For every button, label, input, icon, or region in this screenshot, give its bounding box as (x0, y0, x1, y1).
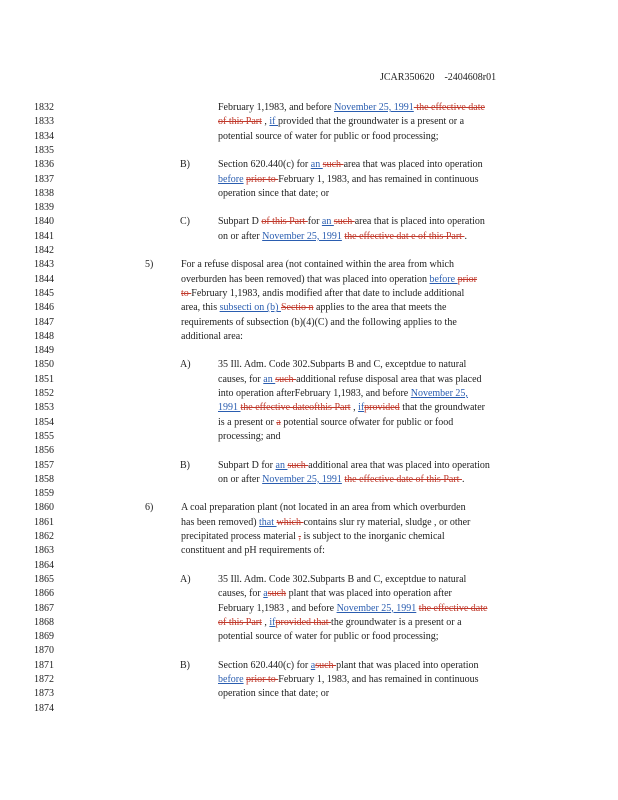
line-number: 1847 (34, 316, 54, 328)
deleted-text: the effective date (418, 602, 488, 614)
text-line (218, 230, 467, 244)
text-run: contains slur ry material, sludge , or other (303, 516, 471, 528)
deleted-text: Sectio n (280, 302, 314, 314)
line-number: 1872 (34, 674, 54, 685)
document-header: JCAR350620 -2404608r01 (380, 72, 497, 83)
deleted-text: to (181, 287, 192, 299)
text-run: for (307, 216, 322, 228)
text-run: processing; and (218, 430, 281, 442)
text-run: potential source ofwater for public or food (280, 416, 454, 428)
line-number: 1861 (34, 516, 54, 528)
text-run: A coal preparation plant (not located in an area from which overburden (181, 502, 466, 514)
line-number: 1863 (34, 545, 54, 557)
line-number: 1864 (34, 559, 54, 571)
inserted-text: 1991 (218, 402, 241, 414)
text-line (218, 401, 485, 415)
item-label: A) (180, 573, 191, 585)
line-number: 1854 (34, 416, 54, 428)
inserted-text: an (321, 216, 334, 228)
inserted-text: before (218, 173, 244, 185)
text-run: is subject to the inorganic chemical (300, 531, 445, 542)
deleted-text: , (298, 531, 301, 542)
deleted-text: the effective dateofthis Part (240, 402, 351, 414)
text-line (181, 301, 447, 315)
deleted-text: prior to (246, 674, 279, 685)
text-run: . (464, 230, 467, 242)
text-run: precipitated process material (181, 531, 299, 542)
text-run: potential source of water for public or food processing; (218, 130, 439, 142)
line-number: 1870 (34, 645, 54, 657)
line-number: 1846 (34, 302, 54, 314)
text-line (181, 258, 454, 272)
text-run: overburden has been removed) that was placed into operation (181, 273, 430, 285)
text-line (218, 187, 329, 201)
text-line (181, 501, 466, 515)
text-line (218, 616, 462, 630)
line-number: 1833 (34, 116, 54, 128)
item-label: B) (180, 159, 190, 171)
deleted-text: of this Part (261, 216, 308, 228)
text-line (218, 630, 439, 644)
line-number: 1852 (34, 388, 54, 399)
inserted-text: November 25, 1991 (262, 230, 342, 242)
text-run: constituent and pH requirements of: (181, 545, 325, 557)
text-line (181, 287, 464, 301)
text-line (218, 573, 466, 587)
line-number: 1857 (34, 459, 54, 471)
inserted-text: November 25, 1991 (336, 602, 417, 614)
inserted-text: that (259, 516, 277, 528)
text-line (218, 115, 464, 129)
item-label: A) (180, 359, 191, 371)
deleted-text: the effective date of this Part (344, 473, 462, 485)
text-run: Section 620.440(c) for (218, 659, 311, 671)
line-number: 1867 (34, 602, 54, 614)
text-run: plant that was placed into operation (336, 659, 479, 671)
text-run: provided that the groundwater is a present or a (278, 116, 465, 128)
deleted-text: the effective date (413, 102, 485, 113)
line-number: 1866 (34, 588, 54, 600)
line-number: 1832 (34, 102, 54, 113)
line-number: 1845 (34, 287, 54, 299)
line-number: 1834 (34, 130, 54, 142)
text-run: into operation afterFebruary 1,1983, and before (218, 388, 411, 399)
text-run: is a present or (218, 416, 277, 428)
text-run: potential source of water for public or food processing; (218, 631, 439, 643)
text-line (181, 316, 457, 330)
line-number: 1844 (34, 273, 54, 285)
text-run: February 1,1983, andis modified after that date to include additional (191, 287, 465, 299)
deleted-text: a (276, 416, 281, 428)
inserted-text: an (263, 373, 276, 385)
text-line (218, 358, 466, 372)
text-line (181, 330, 243, 344)
text-run: Subpart D (218, 216, 262, 228)
text-run: Subpart D for (218, 459, 276, 471)
text-run: February 1, 1983, and has remained in continuous (278, 674, 479, 685)
text-line (218, 602, 487, 616)
text-line (218, 430, 281, 444)
line-number: 1848 (34, 330, 54, 342)
inserted-text: if (269, 116, 278, 128)
text-line (218, 130, 439, 144)
deleted-text: provided (364, 402, 400, 414)
text-run: plant that was placed into operation after (286, 588, 452, 600)
line-number: 1835 (34, 144, 54, 156)
deleted-text: the effective dat e of this Part (344, 230, 465, 242)
text-line (218, 673, 479, 687)
text-line (218, 473, 464, 487)
text-line (218, 373, 482, 387)
text-line (218, 659, 479, 673)
text-run: that the groundwater (399, 402, 485, 414)
line-number: 1850 (34, 359, 54, 371)
text-run: area, this (181, 302, 220, 314)
text-line (181, 530, 445, 544)
inserted-text: a (263, 588, 268, 600)
line-number: 1865 (34, 573, 54, 585)
deleted-text: such (275, 373, 297, 385)
line-number: 1851 (34, 373, 54, 385)
text-run: area that is placed into operation (354, 216, 485, 228)
text-run: area that was placed into operation (343, 159, 483, 171)
text-run: operation since that date; or (218, 688, 330, 700)
deleted-text: such (322, 159, 344, 171)
text-line (218, 587, 452, 601)
line-number: 1869 (34, 631, 54, 643)
text-line (181, 516, 470, 530)
text-run: , (261, 616, 270, 628)
inserted-text: if (358, 402, 365, 414)
text-run: additional area: (181, 330, 243, 342)
line-number: 1856 (34, 445, 54, 457)
deleted-text: of this Part (218, 616, 262, 628)
text-run: additional refuse disposal area that was placed (296, 373, 482, 385)
line-number: 1841 (34, 230, 54, 242)
item-label: C) (180, 216, 190, 228)
line-number: 1842 (34, 245, 54, 256)
deleted-text: such (267, 588, 287, 600)
line-number: 1858 (34, 473, 54, 485)
text-line (218, 215, 485, 229)
line-number: 1838 (34, 187, 54, 199)
text-line (218, 101, 485, 115)
line-number: 1859 (34, 488, 54, 500)
deleted-text: such (333, 216, 355, 228)
deleted-text: of this Part (218, 116, 262, 128)
line-number: 1871 (34, 659, 54, 671)
inserted-text: before (218, 674, 244, 685)
line-number: 1837 (34, 173, 54, 185)
text-run: operation since that date; or (218, 187, 330, 199)
text-run: has been removed) (181, 516, 260, 528)
text-line (218, 459, 490, 473)
text-run: 35 Ill. Adm. Code 302.Subparts B and C, exceptdue to natural (218, 359, 467, 371)
line-number: 1849 (34, 345, 54, 357)
text-run: causes, for (218, 373, 264, 385)
inserted-text: an (275, 459, 288, 471)
text-run: February 1,1983, and before (218, 102, 335, 113)
inserted-text: before (429, 273, 458, 285)
item-label: 6) (145, 502, 154, 514)
deleted-text: such (315, 659, 337, 671)
text-line (181, 544, 325, 558)
inserted-text: November 25, 1991 (334, 102, 414, 113)
text-run: , (261, 116, 270, 128)
text-run: 35 Ill. Adm. Code 302.Subparts B and C, exceptdue to natural (218, 573, 467, 585)
item-label: 5) (145, 259, 154, 271)
item-label: B) (180, 659, 190, 671)
inserted-text: if (269, 616, 276, 628)
text-run: additional area that was placed into operation (308, 459, 490, 471)
deleted-text: such (287, 459, 309, 471)
deleted-text: prior to (246, 173, 279, 185)
text-run: For a refuse disposal area (not contained within the area from which (181, 259, 454, 271)
line-number: 1855 (34, 430, 54, 442)
text-line (181, 273, 477, 287)
text-run: causes, for (218, 588, 264, 600)
deleted-text: which (276, 516, 304, 528)
line-number: 1868 (34, 616, 54, 628)
text-run: the groundwater is a present or a (331, 616, 462, 628)
line-number: 1873 (34, 688, 54, 700)
text-line (218, 416, 453, 430)
text-run: February 1, 1983, and has remained in continuous (278, 173, 479, 185)
text-line (218, 173, 479, 187)
text-run: requirements of subsection (b)(4)(C) and the following applies to the (181, 316, 457, 328)
text-run: on or after (218, 473, 263, 485)
inserted-text: an (310, 159, 323, 171)
inserted-text: November 25, 1991 (262, 473, 342, 485)
item-label: B) (180, 459, 190, 471)
line-number: 1840 (34, 216, 54, 228)
text-run: on or after (218, 230, 263, 242)
text-line (218, 387, 468, 401)
deleted-text: prior (457, 273, 478, 285)
inserted-text: subsecti on (b) (219, 302, 281, 314)
inserted-text: a (310, 659, 316, 671)
line-number: 1860 (34, 502, 54, 514)
line-number: 1836 (34, 159, 54, 171)
text-run: Section 620.440(c) for (218, 159, 311, 171)
line-number: 1843 (34, 259, 54, 271)
text-run: . (461, 473, 465, 485)
text-line (218, 687, 329, 701)
inserted-text: November 25, (410, 388, 468, 399)
text-run: applies to the area that meets the (313, 302, 447, 314)
line-number: 1874 (34, 702, 54, 714)
text-run: February 1,1983 , and before (218, 602, 337, 614)
line-number: 1862 (34, 531, 54, 542)
line-number: 1853 (34, 402, 54, 414)
deleted-text: provided that (275, 616, 332, 628)
text-run: , (350, 402, 359, 414)
text-line (218, 158, 483, 172)
line-number: 1839 (34, 202, 54, 214)
